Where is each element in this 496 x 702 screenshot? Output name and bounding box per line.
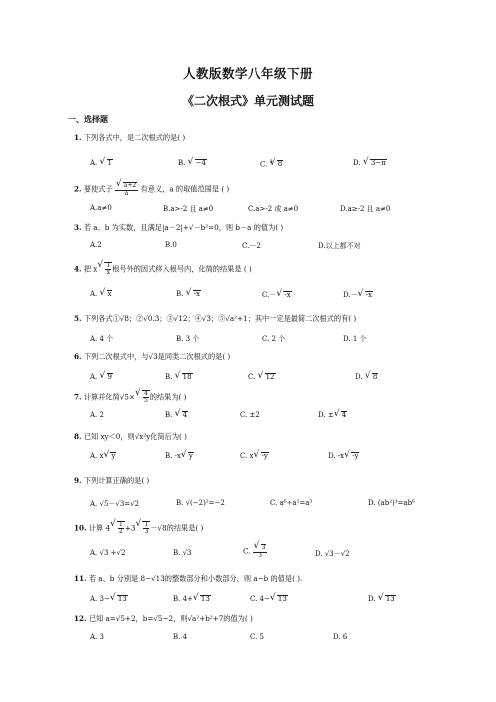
option-c: C. x√ -y (240, 452, 269, 461)
option-a: A. 2 (90, 411, 104, 419)
option-b: B. √(−2)²=−2 (176, 499, 225, 507)
option-c: C. 2 个 (262, 335, 286, 343)
question-2: 2. 要使式子 √ $\frac{a+2}{a}$ 有意义，a 的取值范围是 ( ) (74, 182, 229, 197)
option-c: C. √ 12 (248, 373, 276, 382)
section-heading: 一、选择题 (68, 114, 108, 124)
option-b: B.0 (165, 241, 177, 249)
option-d: D. 6 (333, 633, 348, 641)
question-1: 1. 下列各式中，是二次根式的是( ) (74, 133, 186, 142)
question-11: 11. 若 a、b 分别是 8−√13的整数部分和小数部分，则 a−b 的值是( ). (74, 574, 303, 583)
option-c: C.－2 (242, 242, 261, 250)
option-d: D. √ 3−π (353, 159, 387, 168)
option-b: B. 4+√ 13 (173, 595, 211, 604)
question-3: 3. 若 a、b 为实数，且满足|a－2|+√－b²=0，则 b－a 的值为( ) (74, 223, 284, 232)
option-c: C. $^3$√ 8 (260, 159, 283, 169)
option-c: C.－√ -x (262, 290, 292, 300)
option-d: D.以上都不对 (318, 242, 361, 250)
option-b: B. 4 (173, 633, 188, 641)
option-d: D. 1 个 (343, 335, 367, 343)
option-b: B. √ 18 (165, 373, 193, 382)
option-d: D.－√ -x (343, 290, 373, 300)
option-c: C. √ $\frac{3}{3}$ (243, 544, 267, 559)
option-b: B. -x√ y (165, 452, 194, 461)
option-d: D. -x√ -y (328, 452, 359, 461)
option-a: A.a≠0 (90, 204, 112, 212)
option-a: A. 4 个 (90, 335, 114, 343)
option-d: D. √3－√2 (315, 550, 350, 558)
option-c: C.a>-2 或 a≠0 (248, 205, 299, 213)
option-b: B. 3 个 (176, 335, 200, 343)
question-9: 9. 下列计算正确的是( ) (74, 476, 150, 485)
option-a: A.2 (90, 241, 102, 249)
option-d: D.a≥-2 且 a≠0 (340, 205, 391, 213)
option-b: B. √ 4 (165, 411, 188, 420)
option-a: A. √5－√3=√2 (90, 500, 140, 508)
option-b: B. √3 (173, 549, 192, 557)
option-c: C. ±2 (240, 411, 260, 419)
option-a: A. x√ y (90, 452, 116, 461)
question-8: 8. 已知 xy＜0，则√x²y化简后为( ) (74, 432, 187, 441)
option-c: C. 4−√ 13 (250, 595, 288, 604)
question-10: 10. 计算 4 √ $\frac{1}{2}$ +3 √ $\frac{1}{3}$ －√8的结果是( ) (74, 521, 203, 535)
option-b: B. √ -x (176, 290, 201, 299)
option-a: A. √ x (90, 290, 112, 299)
option-a: A. √ 1 (90, 159, 113, 168)
option-b: B. √ −4 (178, 159, 207, 168)
document-subtitle: 《二次根式》单元测试题 (181, 94, 314, 108)
option-d: D. √ 8 (355, 373, 378, 382)
option-b: B.a>-2 且 a≠0 (163, 205, 214, 213)
option-c: C. 5 (250, 633, 265, 641)
option-d: D. (ab²)³=ab⁶ (368, 499, 415, 507)
option-a: A. 3−√ 13 (90, 595, 128, 604)
option-a: A. √ 9 (90, 373, 113, 382)
option-c: C. a⁶÷a²=a³ (270, 499, 313, 507)
option-a: A. 3 (90, 633, 104, 641)
question-7: 7. 计算并化简√5× √ $\frac{4}{5}$ 的结果为( ) (74, 390, 186, 404)
question-stem: 下列各式中，是二次根式的是( ) (83, 133, 186, 142)
option-d: D. ±√ 4 (318, 411, 347, 420)
question-12: 12. 已知 a=√5+2，b=√5−2，则√a²+b²+7的值为( ) (74, 614, 253, 623)
question-4: 4. 把 x √ $\frac{1}{x}$ 根号外的因式移入根号内，化简的结果是 ( ) (74, 262, 252, 276)
option-a: A. √3 +√2 (90, 549, 126, 557)
option-d: D. √ 13 (368, 595, 396, 604)
question-6: 6. 下列二次根式中，与√3是同类二次根式的是( ) (74, 352, 231, 361)
question-5: 5. 下列各式①√8；②√0.3；③√12；④√3；⑤√a²+1；其中一定是最简二次根式的有( ) (74, 314, 357, 323)
document-title: 人教版数学八年级下册 (182, 66, 313, 81)
